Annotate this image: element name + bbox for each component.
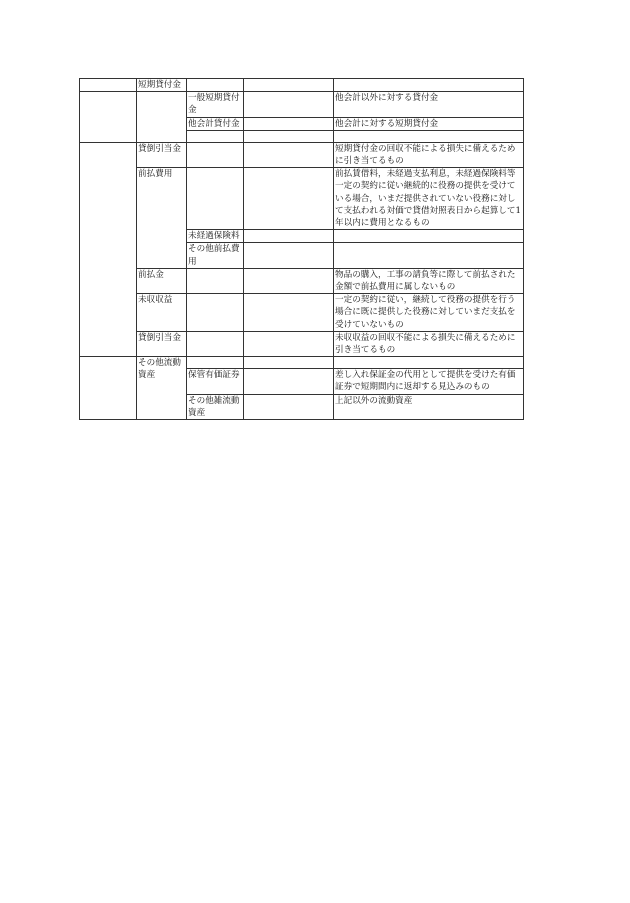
description-cell: 未収収益の回収不能による損失に備えるために引き当てるもの [334,331,524,356]
category-cell [80,79,137,92]
sub-account-cell [187,79,244,92]
sub-account-cell: 未経過保険料 [187,230,244,243]
description-cell: 短期貸付金の回収不能による損失に備えるために引き当てるもの [334,142,524,167]
sub-account-cell [187,130,244,142]
blank-cell [244,268,334,293]
description-cell: 物品の購入，工事の請負等に際して前払された金額で前払費用に属しないもの [334,268,524,293]
table-row [80,142,524,167]
table-row [80,268,524,293]
category-cell [80,357,137,420]
description-cell: 他会計に対する短期貸付金 [334,117,524,130]
blank-cell [244,294,334,332]
account-name-cell: その他流動資産 [137,357,187,420]
sub-account-cell: その他雑流動資産 [187,394,244,419]
account-classification-table [79,78,524,420]
account-name-cell: 短期貸付金 [137,79,187,92]
description-cell: 一定の契約に従い，継続して役務の提供を行う場合に既に提供した役務に対していまだ支払を受けていないもの [334,294,524,332]
sub-account-cell [187,268,244,293]
table-row [80,79,524,92]
account-name-cell: 前払金 [137,268,187,293]
description-cell [334,230,524,243]
blank-cell [244,394,334,419]
description-cell: 上記以外の流動資産 [334,394,524,419]
blank-cell [244,142,334,167]
blank-cell [244,357,334,369]
account-name-cell [137,92,187,143]
sub-account-cell [187,357,244,369]
sub-account-cell: 他会計貸付金 [187,117,244,130]
blank-cell [244,369,334,394]
description-cell [334,79,524,92]
sub-account-cell [187,331,244,356]
blank-cell [244,230,334,243]
blank-cell [244,117,334,130]
account-name-cell: 前払費用 [137,168,187,269]
description-cell [334,357,524,369]
blank-cell [244,130,334,142]
category-cell [80,92,137,143]
account-name-cell: 貸倒引当金 [137,331,187,356]
sub-account-cell: 一般短期貸付金 [187,92,244,117]
description-cell [334,243,524,268]
table-row [80,357,524,369]
table-row [80,92,524,117]
sub-account-cell [187,294,244,332]
sub-account-cell [187,142,244,167]
category-cell [80,142,137,356]
sub-account-cell: 保管有価証券 [187,369,244,394]
table-row [80,168,524,230]
sub-account-cell: その他前払費用 [187,243,244,268]
account-name-cell: 貸倒引当金 [137,142,187,167]
account-name-cell: 未収収益 [137,294,187,332]
sub-account-cell [187,168,244,230]
description-cell: 差し入れ保証金の代用として提供を受けた有価証券で短期間内に返却する見込みのもの [334,369,524,394]
table-row [80,294,524,332]
blank-cell [244,79,334,92]
description-cell: 他会計以外に対する貸付金 [334,92,524,117]
description-cell: 前払賃借料，未経過支払利息，未経過保険料等一定の契約に従い継続的に役務の提供を受けている場合，いまだ提供されていない役務に対して支払われる対価で貸借対照表日から起算して1年以内に費用となるもの [334,168,524,230]
blank-cell [244,243,334,268]
blank-cell [244,168,334,230]
table-row [80,331,524,356]
blank-cell [244,92,334,117]
blank-cell [244,331,334,356]
description-cell [334,130,524,142]
